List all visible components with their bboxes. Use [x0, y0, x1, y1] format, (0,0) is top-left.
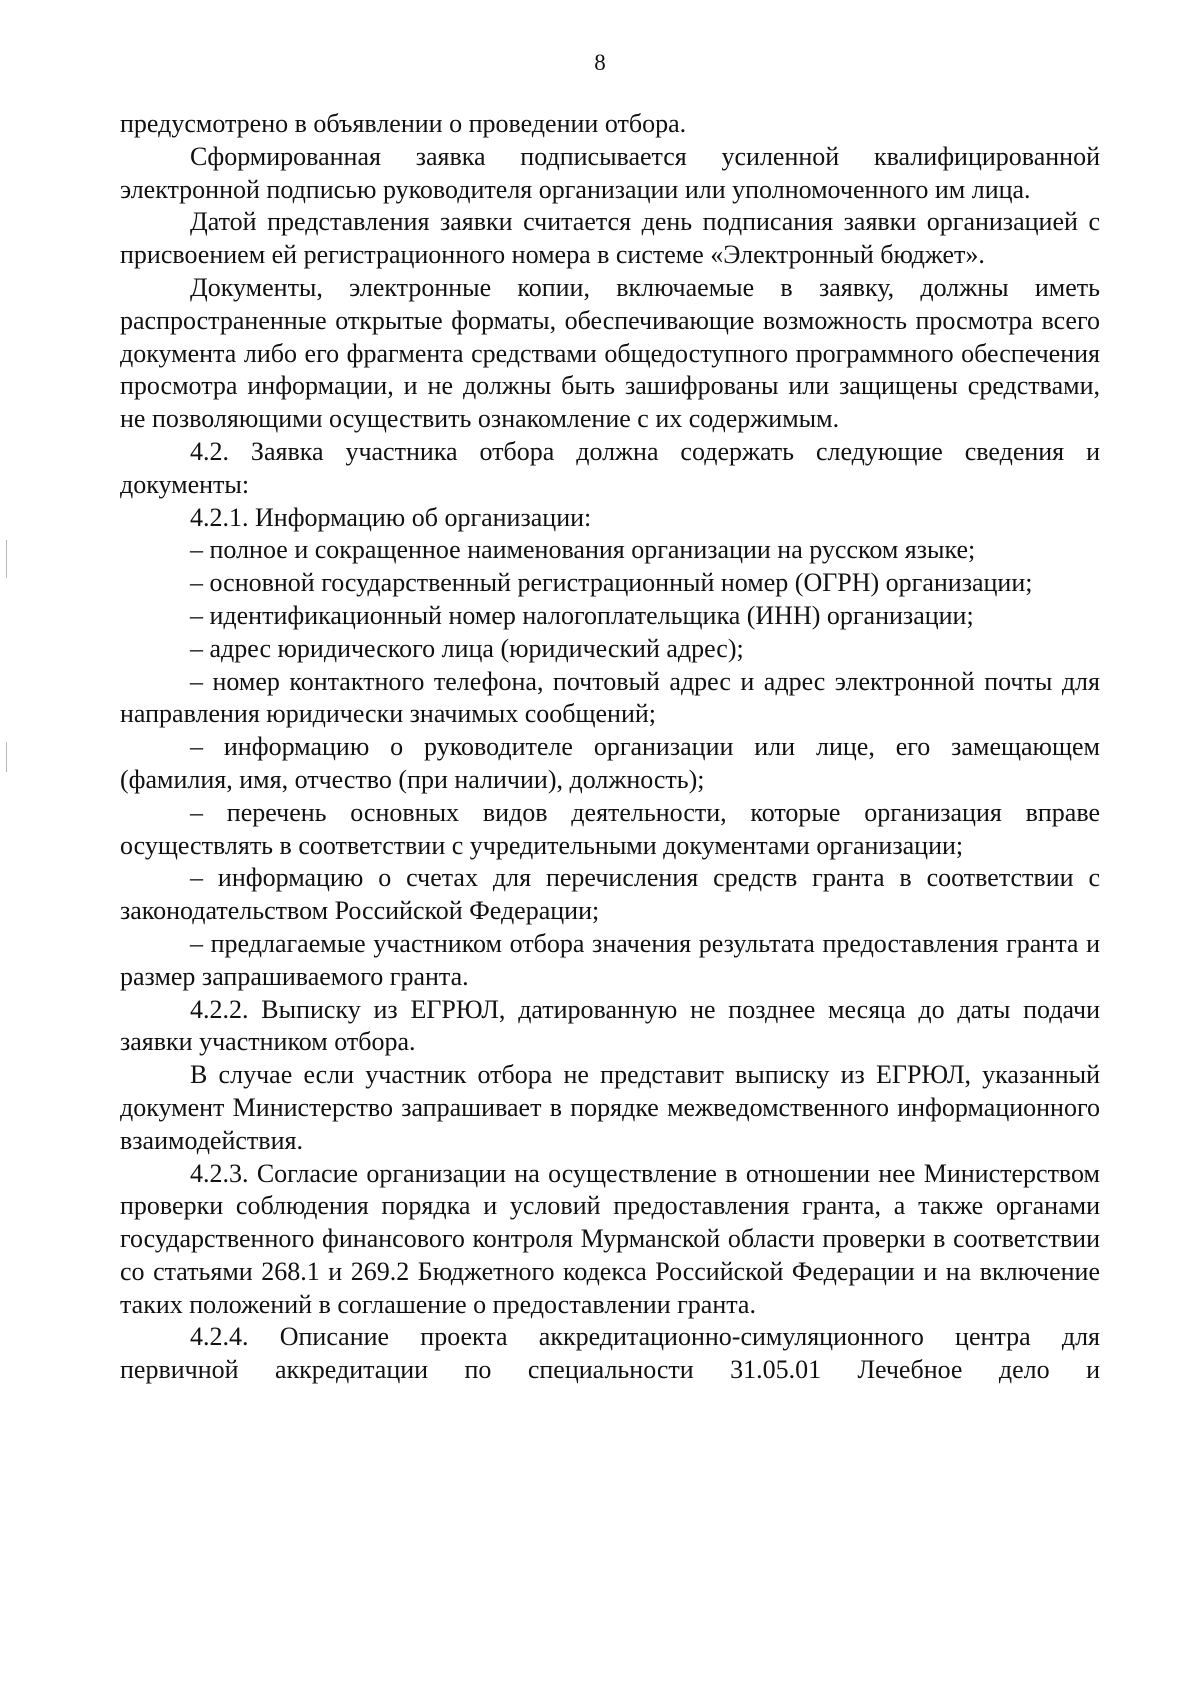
- paragraph-selection-announcement: предусмотрено в объявлении о проведении отбора.: [120, 109, 687, 138]
- list-item-ogrn: – основной государственный регистрационный номер (ОГРН) организации;: [190, 568, 1033, 598]
- list-item-head-info: – информацию о руководителе организации или лице, его замещающем (фамилия, имя, отчество (при наличии), должность);: [120, 732, 1100, 794]
- paragraph-document-formats: Документы, электронные копии, включаемые в заявку, должны иметь распространенные открытые форматы, обеспечивающие возможность просмотра всего документа либо его фрагмента средствами общедоступного программного обеспечения просмотра информации, и не должны быть зашифрованы или защищены средствами, не позволяющими осуществить ознакомление с их содержимым.: [120, 272, 1100, 434]
- scan-edge-mark: [6, 540, 7, 578]
- paragraph-4-2-3: 4.2.3. Согласие организации на осуществление в отношении нее Министерством проверки соблюдения порядка и условий предоставления гранта, а также органами государственного финансового контроля Мурманской области проверки в соответствии со статьями 268.1 и 269.2 Бюджетного кодекса Российской Федерации и на включение таких положений в соглашение о предоставлении гранта.: [120, 1158, 1100, 1319]
- paragraph-4-2-2: 4.2.2. Выписку из ЕГРЮЛ, датированную не позднее месяца до даты подачи заявки участником отбора.: [120, 994, 1100, 1057]
- page-number: 8: [594, 50, 606, 75]
- paragraph-submission-date: Датой представления заявки считается день подписания заявки организацией с присвоением ей регистрационного номера в системе «Электронный бюджет».: [120, 207, 1100, 270]
- paragraph-egrul-request: В случае если участник отбора не представит выписку из ЕГРЮЛ, указанный документ Министерство запрашивает в порядке межведомственного информационного взаимодействия.: [120, 1060, 1100, 1155]
- list-item-accounts: – информацию о счетах для перечисления средств гранта в соответствии с законодательством Российской Федерации;: [120, 863, 1100, 926]
- list-item-result-values: – предлагаемые участником отбора значения результата предоставления гранта и размер запрашиваемого гранта.: [120, 928, 1100, 991]
- list-item-activities: – перечень основных видов деятельности, которые организация вправе осуществлять в соответствии с учредительными документами организации;: [120, 797, 1100, 860]
- paragraph-4-2-1: 4.2.1. Информацию об организации:: [190, 502, 592, 532]
- paragraph-4-2: 4.2. Заявка участника отбора должна содержать следующие сведения и документы:: [120, 436, 1100, 499]
- list-item-org-names: – полное и сокращенное наименования организации на русском языке;: [190, 535, 976, 565]
- paragraph-4-2-4: 4.2.4. Описание проекта аккредитационно-симуляционного центра для первичной аккредитации по специальности 31.05.01 Лечебное дело и: [120, 1322, 1100, 1385]
- paragraph-signature: Сформированная заявка подписывается усиленной квалифицированной электронной подписью руководителя организации или уполномоченного им лица.: [120, 141, 1100, 204]
- list-item-contacts: – номер контактного телефона, почтовый адрес и адрес электронной почты для направления юридически значимых сообщений;: [120, 666, 1100, 729]
- list-item-legal-address: – адрес юридического лица (юридический адрес);: [190, 633, 744, 663]
- list-item-inn: – идентификационный номер налогоплательщика (ИНН) организации;: [190, 600, 974, 630]
- document-body: [120, 108, 1100, 1387]
- scan-edge-mark: [6, 742, 7, 772]
